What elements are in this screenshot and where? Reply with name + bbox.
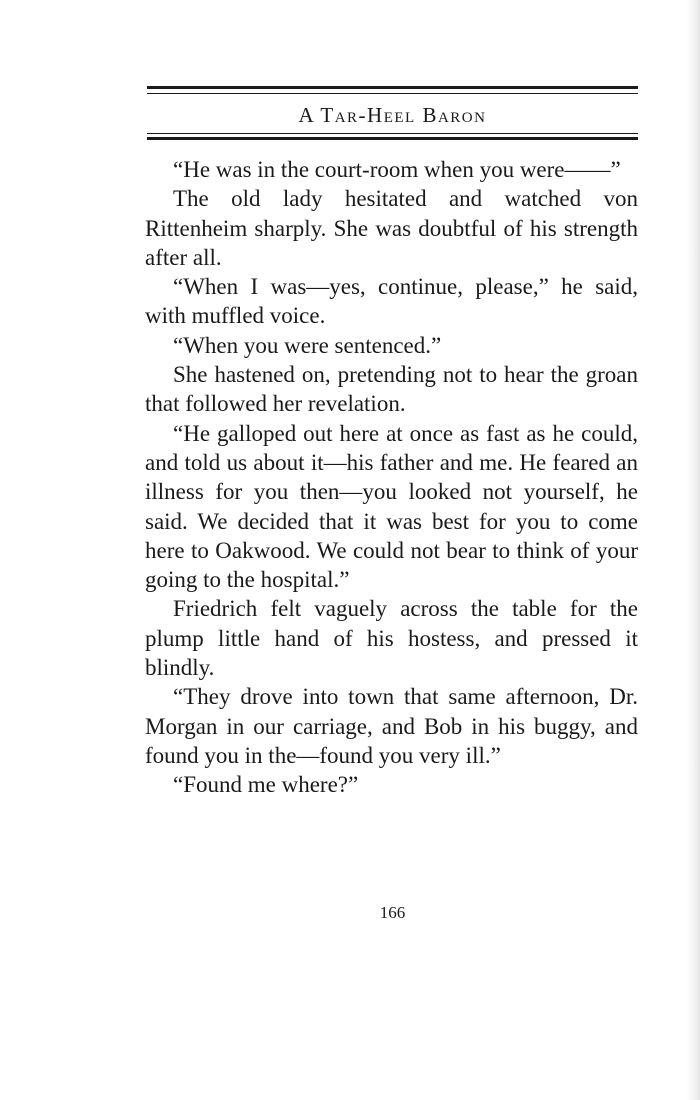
running-head: A Tar-Heel Baron	[298, 103, 487, 127]
paragraph: “When I was—yes, continue, please,” he said, with muffled voice.	[145, 274, 638, 329]
header-rule-bottom-thin	[147, 133, 638, 134]
paragraph: “He was in the court-room when you were——”	[173, 157, 621, 182]
paragraph: “They drove into town that same afternoon, Dr. Morgan in our carriage, and Bob in his buggy, and found you in the—found you very ill.”	[145, 684, 638, 768]
paragraph: Friedrich felt vaguely across the table for the plump little hand of his hostess, and pressed it blindly.	[145, 596, 638, 681]
paragraph: “Found me where?”	[173, 772, 359, 798]
paragraph: The old lady hesitated and watched von Rittenheim sharply. She was doubtful of his strength after all.	[145, 186, 638, 270]
page-number: 166	[379, 903, 406, 922]
paragraph: “He galloped out here at once as fast as he could, and told us about it—his father and me. He feared an illness for you then—you looked not yourself, he said. We decided that it was best for you to come here to Oakwood. We could not bear to think of your going to the hospital.”	[145, 420, 638, 593]
paragraph: “When you were sentenced.”	[173, 332, 442, 358]
body-text	[145, 155, 638, 800]
header-rule-top-thick	[147, 86, 638, 89]
header-rule-bottom-thick	[147, 137, 638, 140]
paragraph: She hastened on, pretending not to hear the groan that followed her revelation.	[145, 362, 638, 417]
page-edge-shadow	[686, 0, 700, 1100]
header-rule-top-thin	[147, 93, 638, 94]
